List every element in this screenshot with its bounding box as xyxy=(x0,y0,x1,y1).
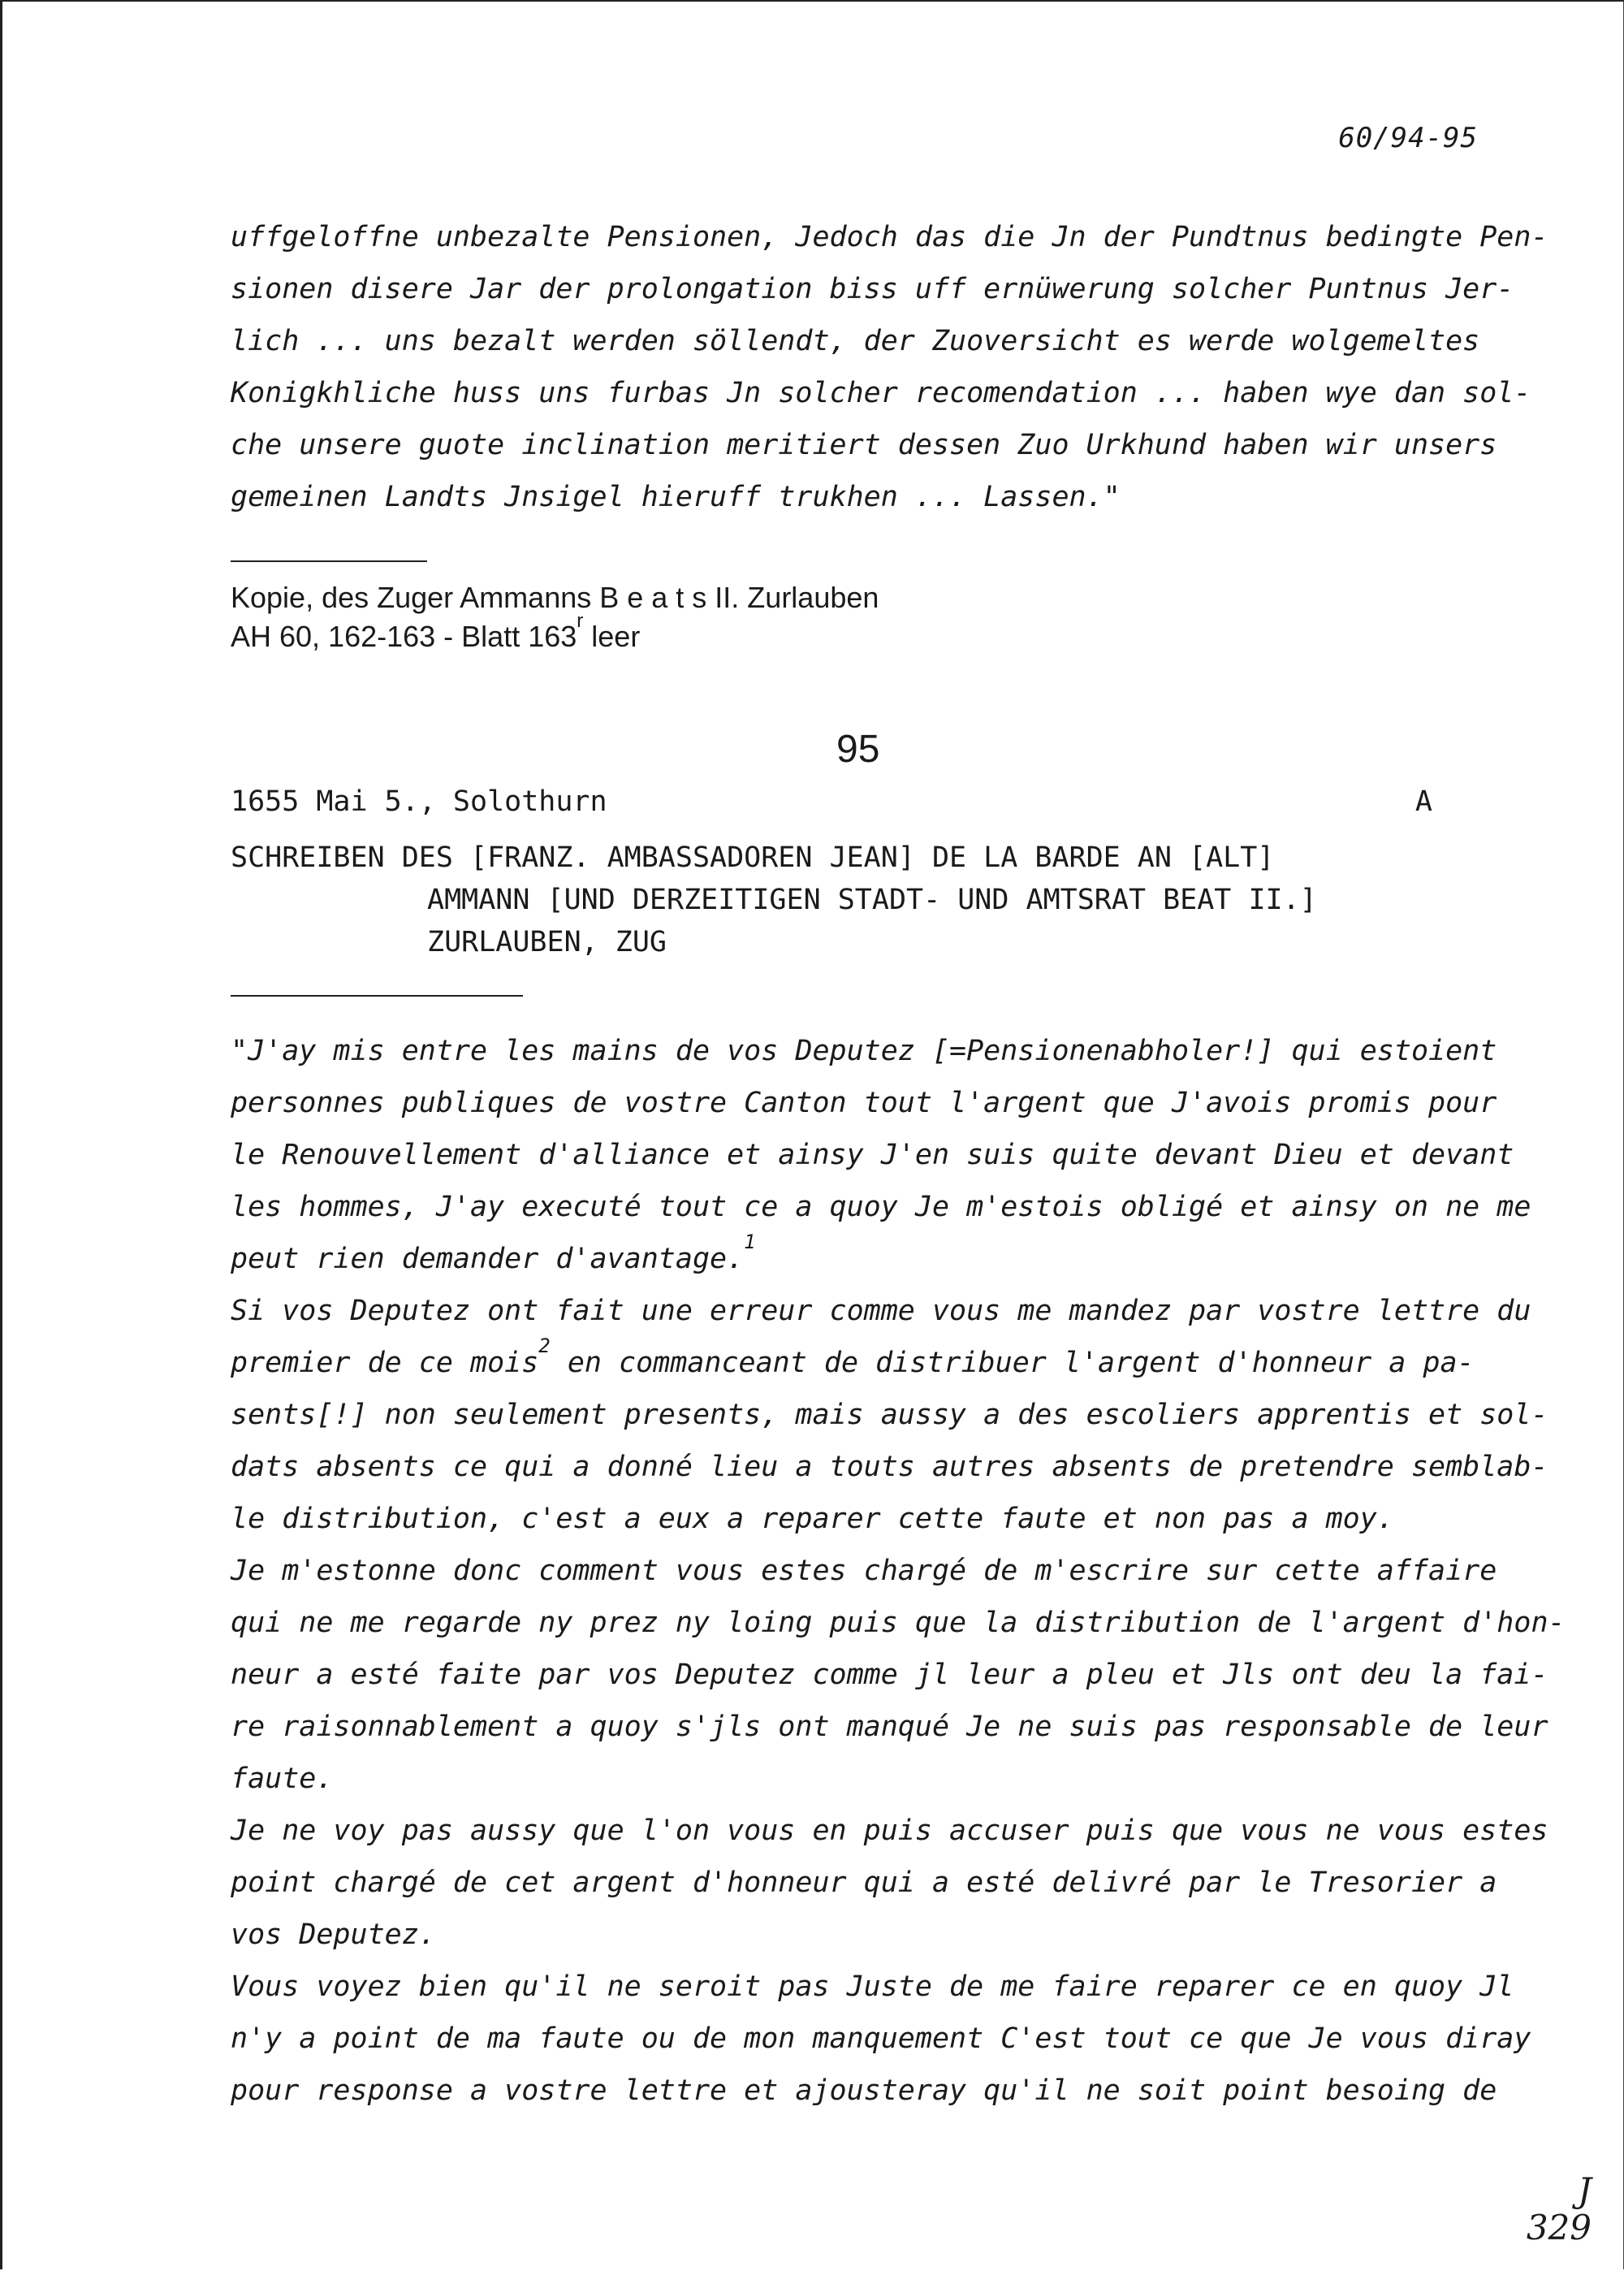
text-line: re raisonnablement a quoy s'jls ont manqué Je ne suis pas responsable de leur xyxy=(231,1711,1548,1743)
superscript: r xyxy=(577,610,584,632)
separator-rule xyxy=(231,995,523,997)
separator-rule xyxy=(231,560,427,562)
text-segment: premier de ce mois xyxy=(231,1347,539,1379)
text-line: dats absents ce qui a donné lieu a touts autres absents de pretendre semblab- xyxy=(231,1451,1548,1483)
text-line: Vous voyez bien qu'il ne seroit pas Juste de me faire reparer ce en quoy Jl xyxy=(231,1970,1514,2003)
document-heading xyxy=(231,837,1317,963)
source-note-ref: AH 60, 162-163 - Blatt 163 xyxy=(231,620,577,653)
page-number: 60/94-95 xyxy=(1338,122,1478,154)
text-line: pour response a vostre lettre et ajousteray qu'il ne soit point besoing de xyxy=(231,2074,1497,2107)
text-line: "J'ay mis entre les mains de vos Deputez [=Pensionenabholer!] qui estoient xyxy=(231,1035,1497,1067)
text-line: faute. xyxy=(231,1763,334,1795)
text-line: che unsere guote inclination meritiert dessen Zuo Urkhund haben wir unsers xyxy=(231,429,1497,461)
corner-mark-line: J xyxy=(1578,2170,1592,2210)
text-line: qui ne me regarde ny prez ny loing puis que la distribution de l'argent d'hon- xyxy=(231,1607,1566,1639)
handwritten-corner-mark xyxy=(1527,2172,1592,2247)
heading-line: ZURLAUBEN, ZUG xyxy=(427,926,667,958)
text-line: personnes publiques de vostre Canton tout l'argent que J'avois promis pour xyxy=(231,1087,1497,1119)
text-line: Je m'estonne donc comment vous estes chargé de m'escrire sur cette affaire xyxy=(231,1555,1497,1587)
source-note-line: Kopie, des Zuger Ammanns B e a t s II. Zurlauben xyxy=(231,581,879,614)
text-line xyxy=(231,1233,1497,1285)
document-number: 95 xyxy=(836,728,880,771)
text-line: point chargé de cet argent d'honneur qui a esté delivré par le Tresorier a xyxy=(231,1867,1497,1899)
source-note xyxy=(231,578,1497,656)
text-line: neur a esté faite par vos Deputez comme jl leur a pleu et Jls ont deu la fai- xyxy=(231,1659,1548,1691)
dateline xyxy=(231,781,1432,822)
letter-text xyxy=(231,1025,1566,2117)
text-line: le distribution, c'est a eux a reparer cette faute et non pas a moy. xyxy=(231,1503,1394,1535)
text-line: sionen disere Jar der prolongation biss uff ernüwerung solcher Puntnus Jer- xyxy=(231,273,1514,305)
footnote-marker: 2 xyxy=(538,1334,551,1357)
heading-line: SCHREIBEN DES [FRANZ. AMBASSADOREN JEAN] DE LA BARDE AN [ALT] xyxy=(231,841,1275,874)
source-note-line xyxy=(231,610,1497,656)
previous-document-text xyxy=(231,211,1548,523)
text-line: les hommes, J'ay executé tout ce a quoy Je m'estois obligé et ainsy on ne me xyxy=(231,1191,1531,1223)
heading-line: AMMANN [UND DERZEITIGEN STADT- UND AMTSRAT BEAT II.] xyxy=(427,884,1317,916)
source-marker: A xyxy=(1415,785,1432,818)
text-line: Je ne voy pas aussy que l'on vous en puis accuser puis que vous ne vous estes xyxy=(231,1815,1548,1847)
text-line: lich ... uns bezalt werden söllendt, der Zuoversicht es werde wolgemeltes xyxy=(231,325,1480,357)
text-segment: peut rien demander d'avantage. xyxy=(231,1243,745,1275)
text-line: Konigkhliche huss uns furbas Jn solcher recomendation ... haben wye dan sol- xyxy=(231,377,1531,409)
text-line: gemeinen Landts Jnsigel hieruff trukhen ... Lassen." xyxy=(231,481,1121,513)
text-line xyxy=(231,1334,1497,1389)
source-note-tail: leer xyxy=(583,620,641,653)
text-line: le Renouvellement d'alliance et ainsy J'en suis quite devant Dieu et devant xyxy=(231,1139,1514,1171)
text-line: n'y a point de ma faute ou de mon manquement C'est tout ce que Je vous diray xyxy=(231,2022,1531,2055)
corner-mark-line: 329 xyxy=(1526,2208,1592,2247)
footnote-marker: 1 xyxy=(744,1231,756,1253)
text-line: sents[!] non seulement presents, mais aussy a des escoliers apprentis et sol- xyxy=(231,1399,1548,1431)
text-line: uffgeloffne unbezalte Pensionen, Jedoch das die Jn der Pundtnus bedingte Pen- xyxy=(231,221,1548,253)
date-place: 1655 Mai 5., Solothurn xyxy=(231,785,607,818)
text-segment: en commanceant de distribuer l'argent d'honneur a pa- xyxy=(550,1347,1475,1379)
text-line: Si vos Deputez ont fait une erreur comme vous me mandez par vostre lettre du xyxy=(231,1295,1531,1327)
text-line: vos Deputez. xyxy=(231,1918,436,1951)
